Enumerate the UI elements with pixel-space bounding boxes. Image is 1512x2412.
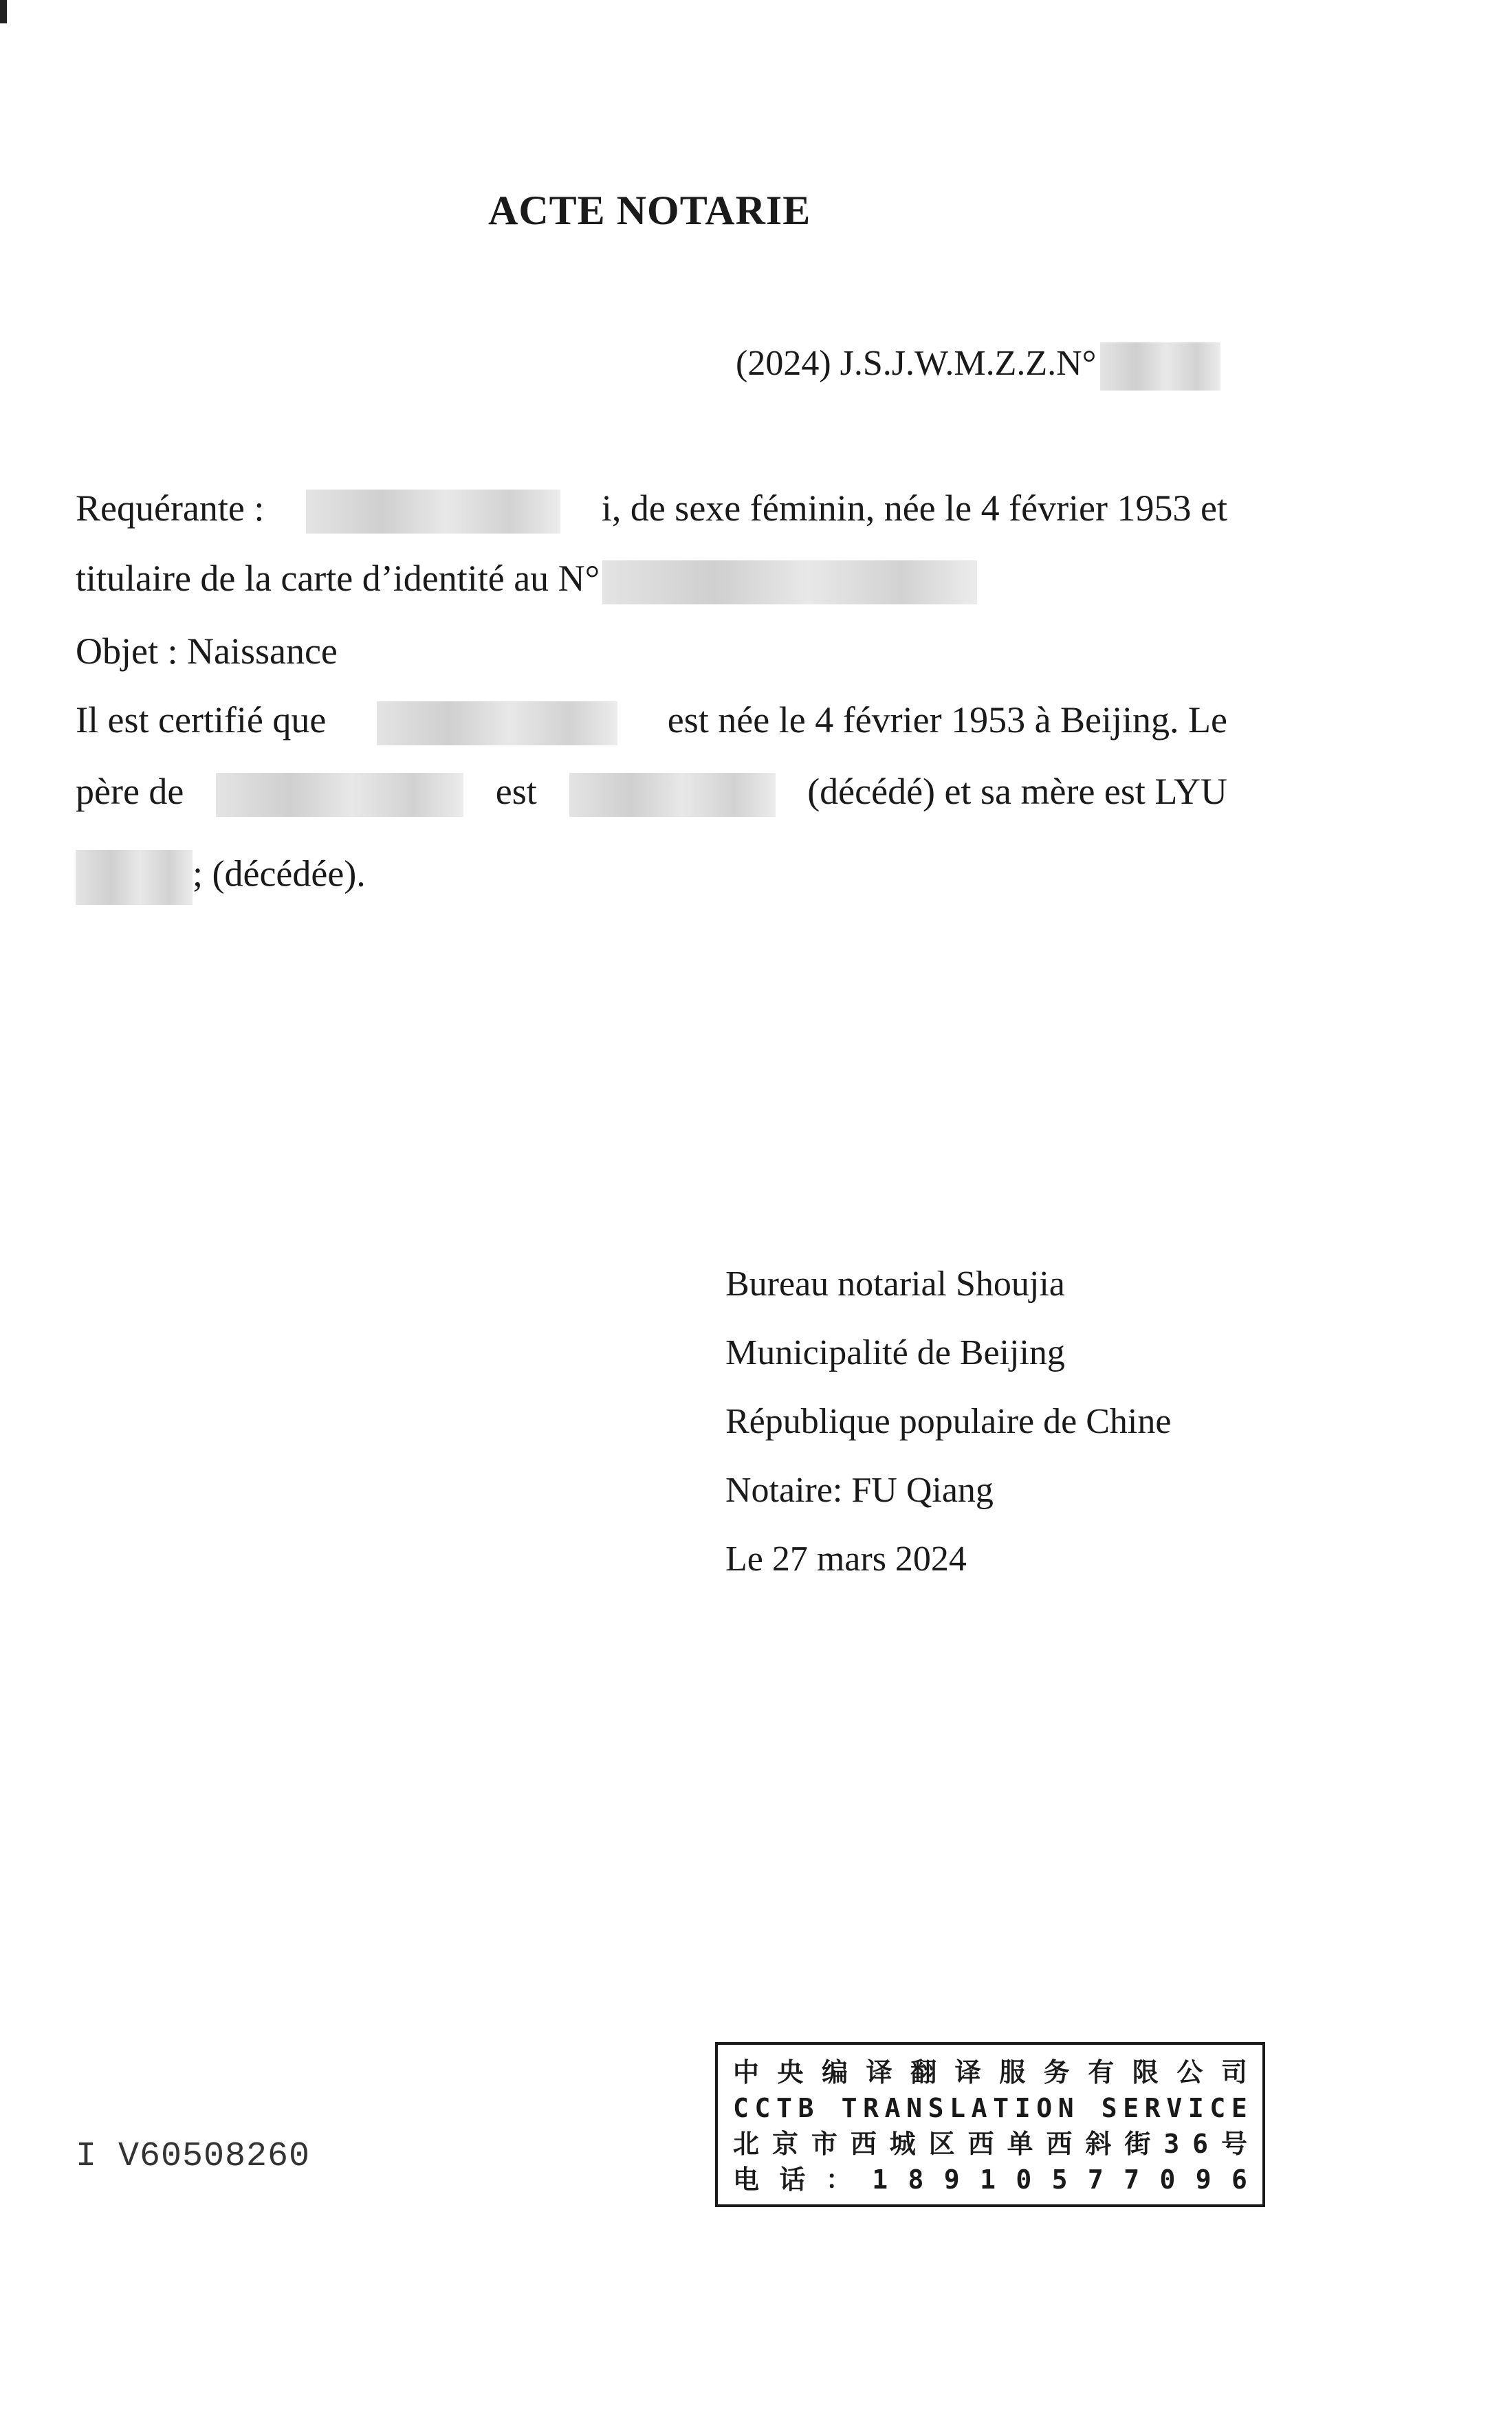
father-of-text: père de bbox=[76, 771, 184, 812]
stamp-line-address bbox=[733, 2126, 1247, 2162]
stamp-char: T bbox=[993, 2093, 1009, 2123]
applicant-label: Requérante : bbox=[76, 487, 265, 529]
certification-text: Il est certifié que bbox=[76, 699, 327, 741]
stamp-char: 单 bbox=[1007, 2129, 1033, 2159]
serial-number: I V60508260 bbox=[76, 2137, 311, 2176]
stamp-line-phone bbox=[733, 2162, 1247, 2197]
parents-details: (décédé) et sa mère est LYU bbox=[807, 771, 1227, 812]
stamp-char bbox=[820, 2090, 835, 2126]
redacted-subject-name-2 bbox=[216, 773, 463, 817]
is-text: est bbox=[495, 771, 537, 812]
stamp-char: A bbox=[884, 2093, 901, 2123]
stamp-char: 西 bbox=[1046, 2129, 1073, 2159]
stamp-char: 公 bbox=[1176, 2057, 1203, 2087]
stamp-char: 1 bbox=[980, 2164, 996, 2195]
stamp-char: A bbox=[971, 2093, 987, 2123]
redacted-subject-name bbox=[377, 701, 617, 745]
stamp-char: C bbox=[754, 2093, 771, 2123]
stamp-char: O bbox=[1036, 2093, 1053, 2123]
redacted-applicant-name bbox=[306, 490, 560, 534]
paragraph-line-1 bbox=[76, 487, 1227, 534]
stamp-char: R bbox=[863, 2093, 879, 2123]
stamp-char: 6 bbox=[1192, 2129, 1209, 2159]
paragraph-line-2 bbox=[76, 560, 977, 604]
stamp-char: 区 bbox=[928, 2129, 955, 2159]
notarial-office: Bureau notarial Shoujia bbox=[725, 1264, 1065, 1304]
birth-details: est née le 4 février 1953 à Beijing. Le bbox=[667, 699, 1227, 741]
document-title: ACTE NOTARIE bbox=[488, 188, 811, 233]
stamp-char: 8 bbox=[908, 2164, 924, 2195]
stamp-char: V bbox=[1166, 2093, 1183, 2123]
stamp-char: 话 bbox=[779, 2164, 806, 2195]
stamp-char: C bbox=[1209, 2093, 1226, 2123]
stamp-char: 限 bbox=[1132, 2057, 1159, 2087]
stamp-char: 市 bbox=[811, 2129, 837, 2159]
stamp-char: 务 bbox=[1043, 2057, 1070, 2087]
paragraph-line-4 bbox=[76, 701, 1227, 745]
applicant-details: i, de sexe féminin, née le 4 février 1953 et bbox=[601, 487, 1227, 529]
stamp-char: I bbox=[1187, 2093, 1204, 2123]
stamp-char: T bbox=[776, 2093, 792, 2123]
stamp-char: 7 bbox=[1124, 2164, 1140, 2195]
stamp-char: 街 bbox=[1124, 2129, 1151, 2159]
stamp-char: S bbox=[1101, 2093, 1117, 2123]
stamp-char: 编 bbox=[822, 2057, 848, 2087]
stamp-char: B bbox=[798, 2093, 814, 2123]
stamp-char: 翻 bbox=[910, 2057, 937, 2087]
stamp-char: 译 bbox=[866, 2057, 892, 2087]
stamp-char: 3 bbox=[1163, 2129, 1180, 2159]
stamp-char: 1 bbox=[872, 2164, 888, 2195]
redacted-mother-name bbox=[76, 850, 193, 905]
stamp-char: ： bbox=[825, 2164, 852, 2195]
stamp-line-company-zh bbox=[733, 2054, 1247, 2090]
stamp-char: 译 bbox=[954, 2057, 981, 2087]
stamp-char: 西 bbox=[850, 2129, 877, 2159]
stamp-char: 有 bbox=[1088, 2057, 1115, 2087]
redacted-id-number bbox=[602, 560, 977, 604]
reference-number bbox=[736, 342, 1220, 391]
stamp-char: 9 bbox=[1195, 2164, 1212, 2195]
stamp-char: 司 bbox=[1220, 2057, 1247, 2087]
scan-corner-mark bbox=[0, 0, 7, 23]
notary-name: Notaire: FU Qiang bbox=[725, 1471, 994, 1510]
paragraph-line-5 bbox=[76, 773, 1227, 817]
stamp-line-company-en bbox=[733, 2090, 1247, 2126]
translation-service-stamp bbox=[715, 2042, 1265, 2207]
object-text: Objet : Naissance bbox=[76, 631, 338, 672]
paragraph-line-6 bbox=[76, 850, 366, 905]
stamp-char: 北 bbox=[733, 2129, 760, 2159]
stamp-char: T bbox=[841, 2093, 857, 2123]
stamp-char: 京 bbox=[771, 2129, 798, 2159]
stamp-char: 9 bbox=[943, 2164, 960, 2195]
stamp-char: 0 bbox=[1159, 2164, 1176, 2195]
stamp-char: N bbox=[1058, 2093, 1074, 2123]
stamp-char: 服 bbox=[999, 2057, 1026, 2087]
stamp-char: I bbox=[1014, 2093, 1031, 2123]
stamp-char: 号 bbox=[1220, 2129, 1247, 2159]
stamp-char: 0 bbox=[1016, 2164, 1032, 2195]
stamp-char: 5 bbox=[1051, 2164, 1068, 2195]
signature-block bbox=[725, 1250, 1171, 1594]
paragraph-line-3 bbox=[76, 633, 338, 670]
stamp-char: 中 bbox=[733, 2057, 760, 2087]
stamp-char: 斜 bbox=[1085, 2129, 1112, 2159]
stamp-char bbox=[1080, 2090, 1095, 2126]
mother-details: ; (décédée). bbox=[193, 853, 366, 895]
redacted-reference bbox=[1100, 342, 1220, 391]
stamp-char: S bbox=[928, 2093, 944, 2123]
stamp-char: 城 bbox=[889, 2129, 916, 2159]
country: République populaire de Chine bbox=[725, 1402, 1172, 1441]
municipality: Municipalité de Beijing bbox=[725, 1333, 1065, 1372]
stamp-char: 7 bbox=[1087, 2164, 1104, 2195]
stamp-char: E bbox=[1231, 2093, 1247, 2123]
stamp-char: 电 bbox=[733, 2164, 760, 2195]
stamp-char: N bbox=[906, 2093, 923, 2123]
stamp-char: C bbox=[733, 2093, 749, 2123]
stamp-char: R bbox=[1144, 2093, 1161, 2123]
stamp-char: 6 bbox=[1231, 2164, 1247, 2195]
stamp-char: L bbox=[950, 2093, 966, 2123]
id-card-text: titulaire de la carte d’identité au N° bbox=[76, 558, 600, 599]
document-date: Le 27 mars 2024 bbox=[725, 1539, 967, 1579]
stamp-char: E bbox=[1123, 2093, 1139, 2123]
reference-text: (2024) J.S.J.W.M.Z.Z.N° bbox=[736, 343, 1097, 383]
redacted-father-name bbox=[569, 773, 776, 817]
stamp-char: 央 bbox=[777, 2057, 804, 2087]
stamp-char: 西 bbox=[967, 2129, 994, 2159]
